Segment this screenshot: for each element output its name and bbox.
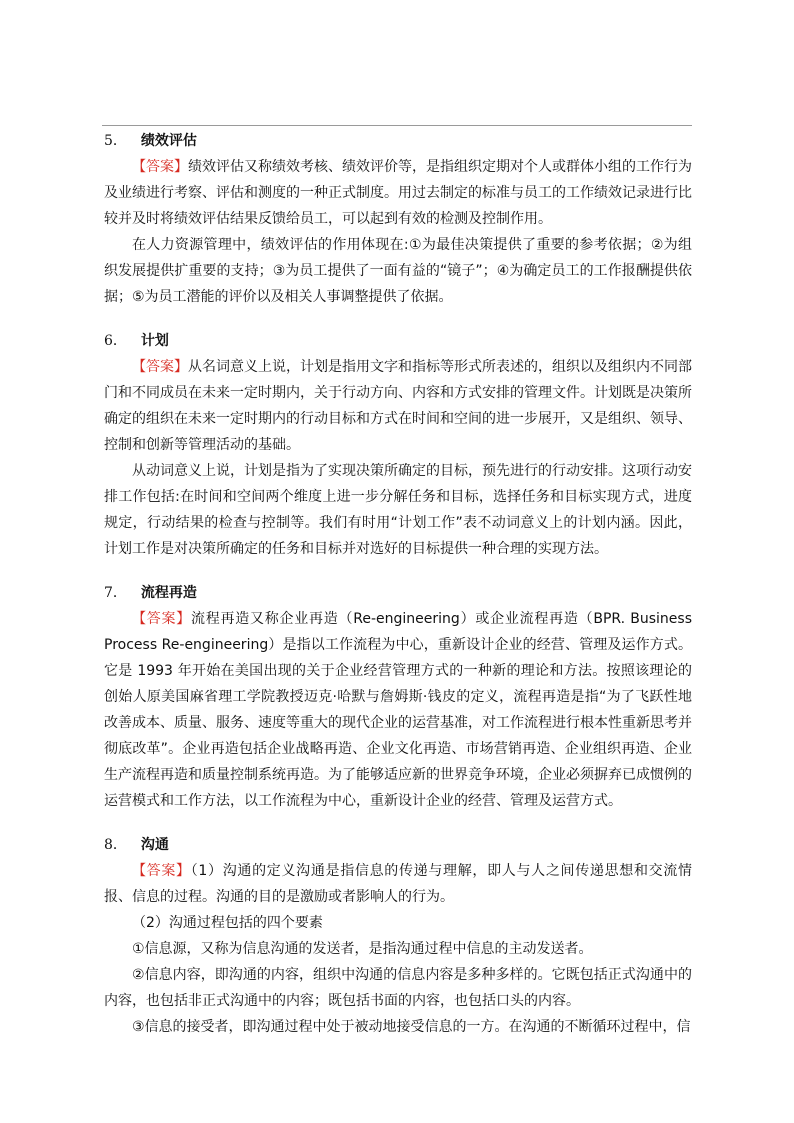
paragraph: 在人力资源管理中，绩效评估的作用体现在:①为最佳决策提供了重要的参考依据；②为组织发展提供扩重要的支持；③为员工提供了一面有益的“镜子”；④为确定员工的工作报酬提供依据；⑤为员工潜能的评价以及相关人事调整提供了依据。 — [104, 237, 692, 305]
section-heading — [104, 832, 692, 858]
section-number: 7． — [104, 585, 127, 601]
section-title: 流程再造 — [140, 585, 197, 601]
answer-tag: 【答案】 — [132, 359, 188, 375]
section-heading — [104, 580, 692, 606]
section-heading — [104, 328, 692, 354]
paragraph-text: 流程再造又称企业再造（Re-engineering）或企业流程再造（BPR. Business Process Re-engineering）是指以工作流程为中心，重新设计企业的经营、管理及运作方式。它是 1993 年开始在美国出现的关于企业经营管理方式的一种新的理论和方法。按照该理论的创始人原美国麻省理工学院教授迈克·哈默与詹姆斯·钱皮的定义，流程再造是指“为了飞跃性地改善成本、质量、服务、速度等重大的现代企业的运营基准，对工作流程进行根本性重新思考并彻底改革”。企业再造包括企业战略再造、企业文化再造、市场营销再造、企业组织再造、企业生产流程再造和质量控制系统再造。为了能够适应新的世界竞争环境，企业必须摒弃已成惯例的运营模式和工作方法，以工作流程为中心，重新设计企业的经营、管理及运营方式。 — [104, 611, 692, 809]
document-body — [104, 128, 692, 1058]
answer-paragraph — [104, 606, 692, 814]
answer-paragraph — [104, 354, 692, 458]
paragraph: ①信息源，又称为信息沟通的发送者，是指沟通过程中信息的主动发送者。 — [132, 941, 593, 957]
section-5 — [104, 128, 692, 310]
paragraph-text: 绩效评估又称绩效考核、绩效评价等，是指组织定期对个人或群体小组的工作行为及业绩进行考察、评估和测度的一种正式制度。用过去制定的标准与员工的工作绩效记录进行比较并及时将绩效评估结果反馈给员工，可以起到有效的检测及控制作用。 — [104, 159, 692, 227]
section-title: 沟通 — [140, 837, 169, 853]
paragraph: ③信息的接受者，即沟通过程中处于被动地接受信息的一方。在沟通的不断循环过程中，信 — [132, 1019, 691, 1035]
paragraph-text: 从名词意义上说，计划是指用文字和指标等形式所表述的，组织以及组织内不同部门和不同成员在未来一定时期内，关于行动方向、内容和方式安排的管理文件。计划既是决策所确定的组织在未来一定时期内的行动目标和方式在时间和空间的进一步展开，又是组织、领导、控制和创新等管理活动的基础。 — [104, 359, 692, 453]
section-8 — [104, 832, 692, 1040]
paragraph: ②信息内容，即沟通的内容，组织中沟通的信息内容是多种多样的。它既包括正式沟通中的内容，也包括非正式沟通中的内容；既包括书面的内容，也包括口头的内容。 — [104, 967, 692, 1009]
section-7 — [104, 580, 692, 814]
answer-paragraph — [104, 154, 692, 232]
section-number: 8． — [104, 837, 127, 853]
section-heading — [104, 128, 692, 154]
answer-tag: 【答案】 — [132, 863, 191, 879]
answer-paragraph — [104, 858, 692, 910]
paragraph: 从动词意义上说，计划是指为了实现决策所确定的目标，预先进行的行动安排。这项行动安排工作包括:在时间和空间两个维度上进一步分解任务和目标，选择任务和目标实现方式，进度规定，行动结果的检查与控制等。我们有时用“计划工作”表不动词意义上的计划内涵。因此，计划工作是对决策所确定的任务和目标并对选好的目标提供一种合理的实现方法。 — [104, 463, 692, 557]
answer-tag: 【答案】 — [132, 159, 188, 175]
section-6 — [104, 328, 692, 562]
section-number: 5． — [104, 133, 127, 149]
paragraph-text: （1）沟通的定义沟通是指信息的传递与理解，即人与人之间传递思想和交流情报、信息的过程。沟通的目的是激励或者影响人的行为。 — [104, 863, 693, 905]
header-rule — [102, 125, 692, 126]
section-title: 绩效评估 — [140, 133, 197, 149]
section-number: 6． — [104, 333, 127, 349]
paragraph: （2）沟通过程包括的四个要素 — [132, 915, 323, 931]
section-title: 计划 — [140, 333, 169, 349]
answer-tag: 【答案】 — [132, 611, 192, 627]
